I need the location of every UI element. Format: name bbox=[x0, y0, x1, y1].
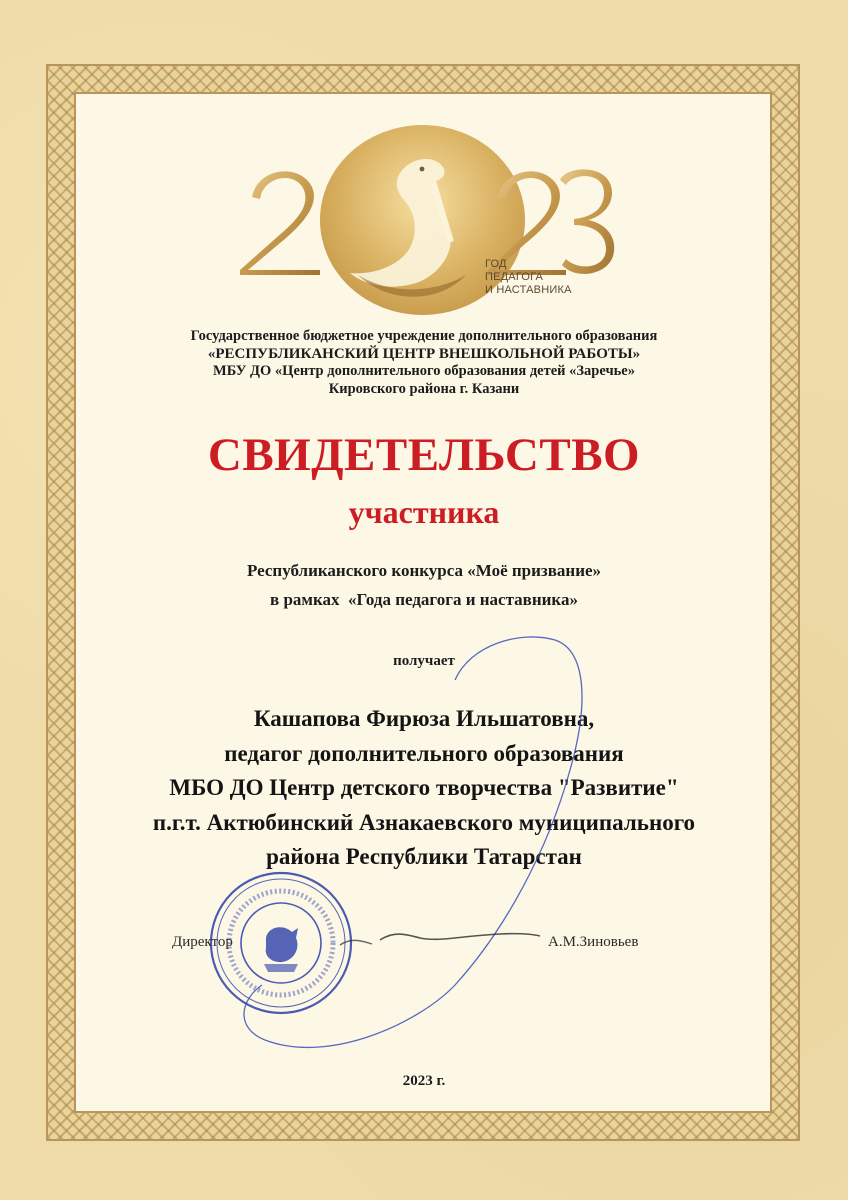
recipient-name: Кашапова Фирюза Ильшатовна, bbox=[253, 706, 595, 731]
organization-header bbox=[0, 328, 848, 398]
recipient-location: района Республики Татарстан bbox=[266, 844, 582, 869]
year-of-teacher-logo bbox=[240, 125, 620, 325]
organization-line: Кировского района г. Казани bbox=[328, 380, 520, 397]
contest-description bbox=[0, 556, 848, 614]
certificate-subtitle: участника bbox=[348, 494, 500, 530]
organization-line: Государственное бюджетное учреждение дополнительного образования bbox=[190, 328, 658, 344]
organization-line: «РЕСПУБЛИКАНСКИЙ ЦЕНТР ВНЕШКОЛЬНОЙ РАБОТЫ» bbox=[207, 345, 641, 362]
contest-line: в рамках «Года педагога и наставника» bbox=[270, 590, 578, 609]
receives-label: получает bbox=[393, 653, 455, 669]
signatory-name: А.М.Зиновьев bbox=[548, 934, 639, 950]
logo-caption-line: ПЕДАГОГА bbox=[485, 271, 544, 283]
logo-caption bbox=[485, 258, 572, 297]
signatory-role: Директор bbox=[172, 934, 233, 950]
recipient-organization: МБО ДО Центр детского творчества "Развитие" bbox=[169, 775, 679, 800]
logo-caption-line: ГОД bbox=[485, 258, 507, 270]
recipient-position: педагог дополнительного образования bbox=[224, 740, 624, 766]
recipient-location: п.г.т. Актюбинский Азнакаевского муниципального bbox=[152, 809, 696, 835]
issue-year: 2023 г. bbox=[402, 1073, 446, 1089]
logo-caption-line: И НАСТАВНИКА bbox=[485, 284, 572, 296]
certificate-title: СВИДЕТЕЛЬСТВО bbox=[207, 429, 641, 481]
organization-line: МБУ ДО «Центр дополнительного образования детей «Заречье» bbox=[213, 363, 635, 379]
contest-line: Республиканского конкурса «Моё призвание» bbox=[246, 561, 602, 580]
recipient-block bbox=[0, 702, 848, 875]
